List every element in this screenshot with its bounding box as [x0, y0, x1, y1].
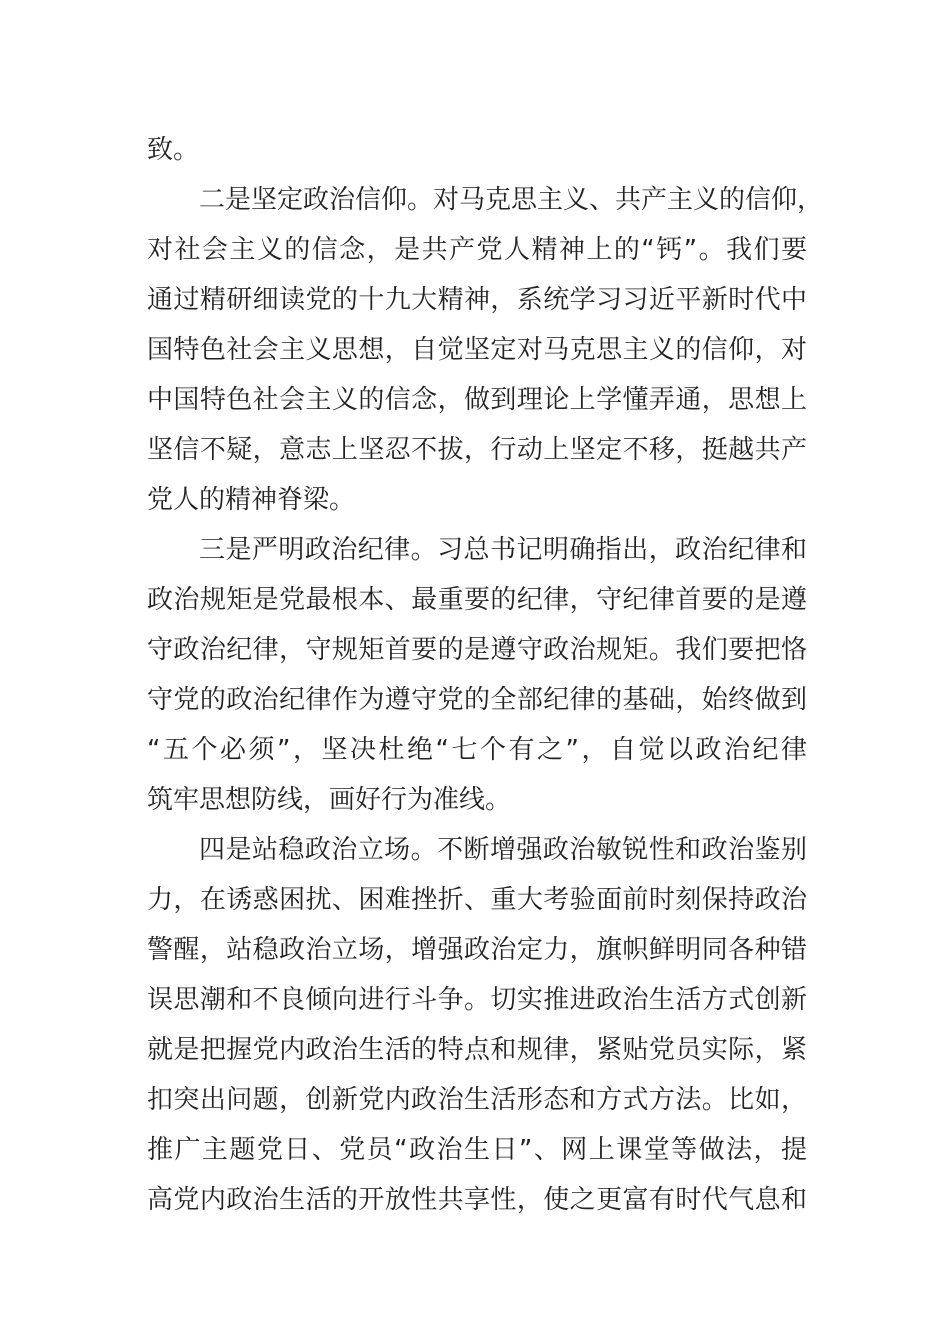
text-line: 坚信不疑，意志上坚忍不拔，行动上坚定不移，挺越共产 — [147, 435, 807, 465]
text-line: 致。 — [147, 135, 200, 165]
text-line: 就是把握党内政治生活的特点和规律，紧贴党员实际，紧 — [147, 1035, 807, 1065]
text-line: 力，在诱惑困扰、困难挫折、重大考验面前时刻保持政治 — [147, 885, 807, 915]
text-line: 守党的政治纪律作为遵守党的全部纪律的基础，始终做到 — [147, 685, 807, 715]
paragraph-first-line: 三是严明政治纪律。习总书记明确指出，政治纪律和 — [199, 535, 807, 565]
text-line: 误思潮和不良倾向进行斗争。切实推进政治生活方式创新 — [147, 985, 807, 1015]
text-line: 高党内政治生活的开放性共享性，使之更富有时代气息和 — [147, 1185, 807, 1215]
text-line: 扣突出问题，创新党内政治生活形态和方式方法。比如， — [147, 1085, 807, 1115]
text-line: 筑牢思想防线，画好行为准线。 — [147, 785, 512, 815]
paragraph-first-line: 四是站稳政治立场。不断增强政治敏锐性和政治鉴别 — [199, 835, 807, 865]
text-line: “五个必须”，坚决杜绝“七个有之”，自觉以政治纪律 — [147, 735, 807, 765]
text-line: 国特色社会主义思想，自觉坚定对马克思主义的信仰，对 — [147, 335, 807, 365]
text-line: 警醒，站稳政治立场，增强政治定力，旗帜鲜明同各种错 — [147, 935, 807, 965]
text-line: 对社会主义的信念，是共产党人精神上的“钙”。我们要 — [147, 235, 807, 265]
text-line: 守政治纪律，守规矩首要的是遵守政治规矩。我们要把恪 — [147, 635, 807, 665]
text-line: 中国特色社会主义的信念，做到理论上学懂弄通，思想上 — [147, 385, 807, 415]
paragraph-first-line: 二是坚定政治信仰。对马克思主义、共产主义的信仰， — [199, 185, 824, 215]
text-line: 党人的精神脊梁。 — [147, 485, 356, 515]
text-line: 通过精研细读党的十九大精神，系统学习习近平新时代中 — [147, 285, 807, 315]
text-line: 政治规矩是党最根本、最重要的纪律，守纪律首要的是遵 — [147, 585, 807, 615]
text-line: 推广主题党日、党员“政治生日”、网上课堂等做法，提 — [147, 1135, 807, 1165]
